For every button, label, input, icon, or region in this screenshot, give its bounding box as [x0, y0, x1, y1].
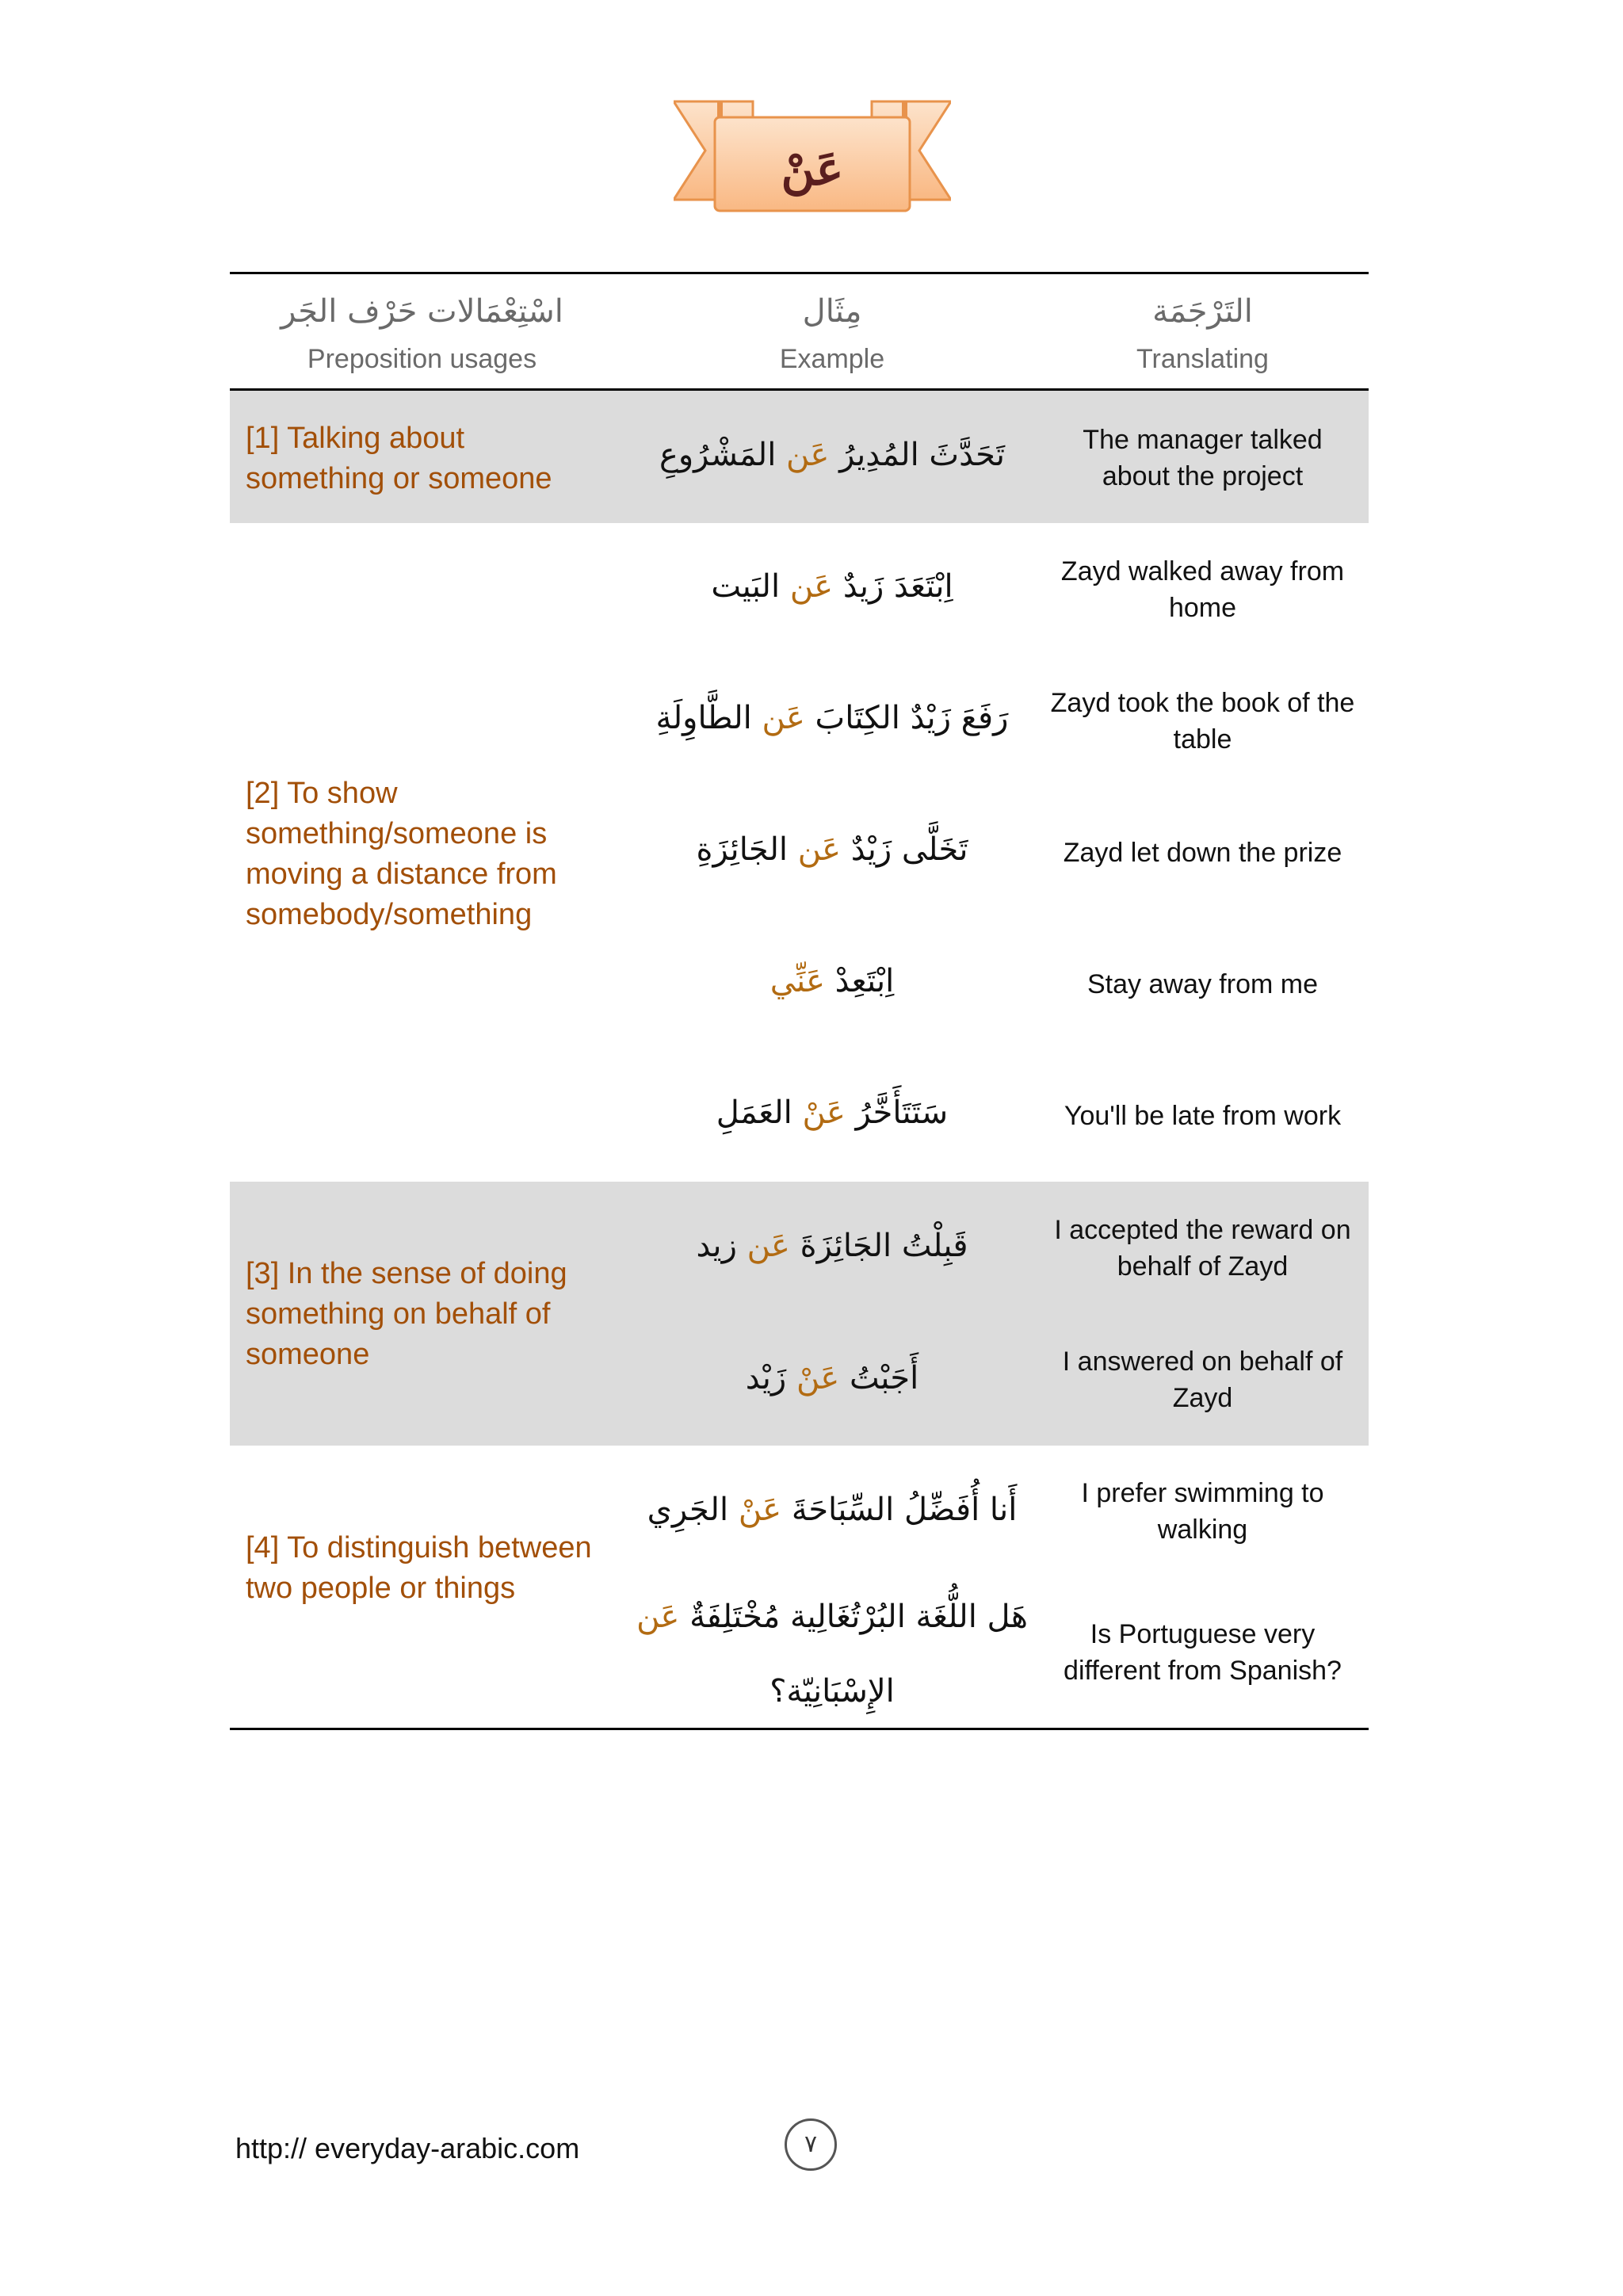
example-2: اِبْتَعَدَ زَيدٌ عَن البَيت	[711, 568, 953, 605]
translation-2: Zayd walked away from home	[1060, 556, 1345, 623]
translation-6: You'll be late from work	[1064, 1101, 1342, 1131]
usage-4: [4] To distinguish between two people or things	[246, 1531, 592, 1605]
usage-2: [2] To show something/someone is moving a distance from somebody/something	[246, 777, 557, 931]
header-translation	[1050, 289, 1355, 376]
header-translation-english: Translating	[1136, 344, 1269, 374]
example-7: قَبِلْتُ الجَائِزَةَ عَن زيد	[696, 1228, 968, 1264]
header-translation-arabic: التَرْجَمَة	[1152, 293, 1253, 330]
header-usage-arabic: اسْتِعْمَالات حَرْف الجَر	[281, 293, 563, 330]
example-10: هَل اللُّغَة البُرْتُغَالِية مُخْتَلِفَةٌ عَن الإِسْبَانِيّة؟	[636, 1599, 1028, 1710]
usage-3: [3] In the sense of doing something on behalf of someone	[246, 1257, 567, 1371]
page-number: ٧	[785, 2118, 837, 2171]
example-1: تَحَدَّثَ المُدِيرُ عَن المَشْرُوعِ	[659, 437, 1006, 473]
header-usage	[238, 289, 606, 376]
usage-1: [1] Talking about something or someone	[246, 422, 552, 495]
example-5: اِبْتَعِدْ عَنِّي	[769, 963, 895, 999]
header-example-english: Example	[779, 344, 885, 374]
title-banner	[674, 95, 951, 222]
translation-3: Zayd took the book of the table	[1050, 688, 1355, 755]
header-usage-english: Preposition usages	[307, 344, 537, 374]
example-8: أَجَبْتُ عَنْ زَيْد	[745, 1360, 919, 1396]
translation-8: I answered on behalf of Zayd	[1062, 1347, 1343, 1413]
translation-10: Is Portuguese very different from Spanish?	[1064, 1619, 1342, 1686]
example-9: أَنا أُفَضِّلُ السِّبَاحَةَ عَنْ الجَرِي	[647, 1492, 1018, 1528]
table-top-rule	[230, 272, 1369, 274]
example-6: سَتَتَأَخَّرُ عَنْ العَمَلِ	[716, 1095, 949, 1131]
banner-title: عَنْ	[781, 142, 844, 196]
header-example	[626, 289, 1038, 376]
example-4: تَخَلَّى زَيْدٌ عَن الجَائِزَةِ	[696, 831, 968, 868]
example-3: رَفَعَ زَيْدٌ الكِتَابَ عَن الطَّاوِلَةِ	[655, 700, 1009, 736]
translation-9: I prefer swimming to walking	[1081, 1478, 1324, 1545]
header-example-arabic: مِثَال	[802, 293, 862, 330]
translation-4: Zayd let down the prize	[1063, 838, 1342, 868]
translation-7: I accepted the reward on behalf of Zayd	[1054, 1215, 1351, 1282]
translation-5: Stay away from me	[1087, 969, 1318, 999]
translation-1: The manager talked about the project	[1083, 425, 1323, 491]
footer-url: http:// everyday-arabic.com	[235, 2132, 580, 2164]
